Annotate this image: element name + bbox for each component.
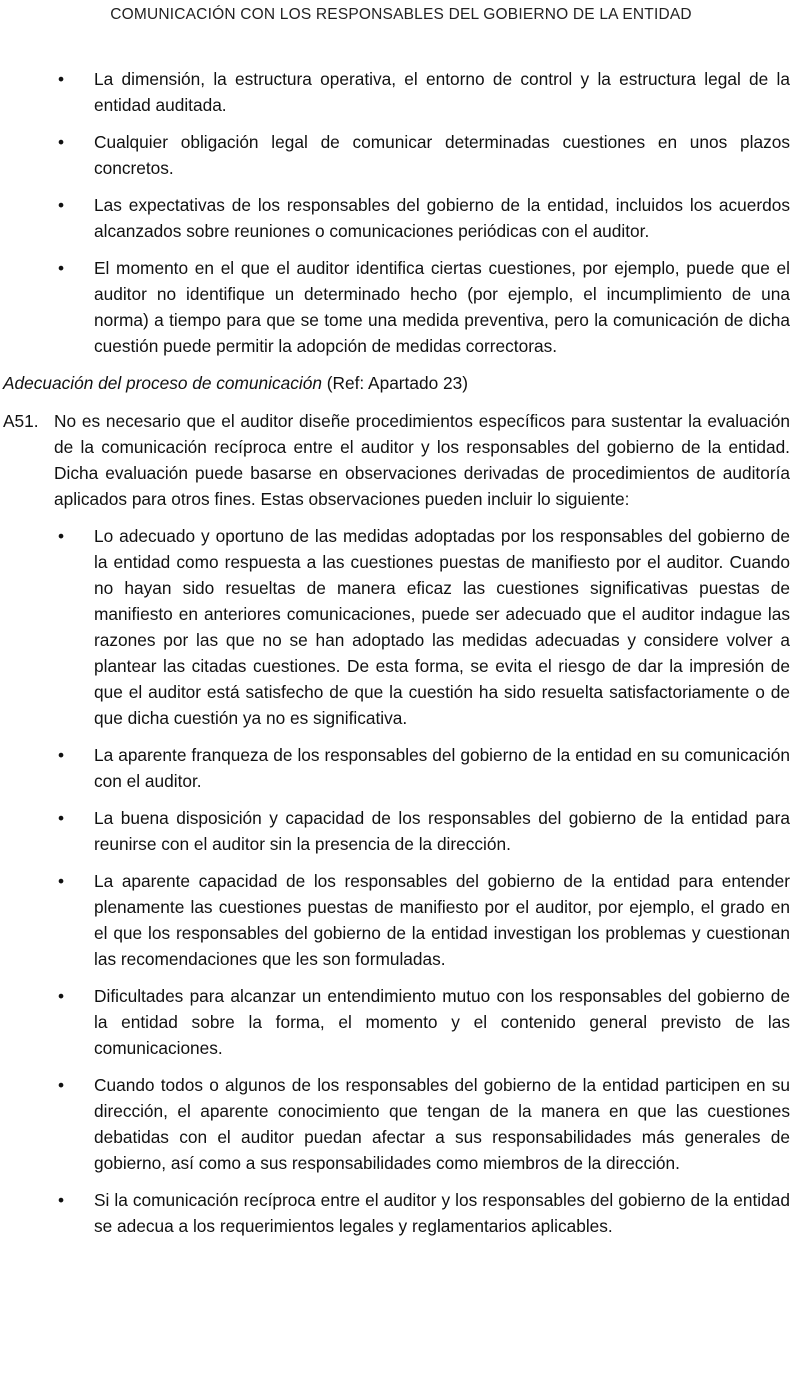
bullet-marker: • — [58, 258, 65, 278]
list-item — [0, 868, 802, 972]
section-heading — [0, 370, 802, 396]
paragraph-text: No es necesario que el auditor diseñe procedimientos específicos para sustentar la evaluación de la comunicación recíproca entre el auditor y los responsables del gobierno de la entidad. Dicha evaluación puede basarse en observaciones derivadas de procedimientos de auditoría aplicados para otros fines. Estas observaciones pueden incluir lo siguiente: — [54, 411, 790, 509]
document-body — [0, 66, 802, 1250]
bullet-marker: • — [58, 745, 65, 765]
list-item-text: La aparente capacidad de los responsables del gobierno de la entidad para entender plenamente las cuestiones puestas de manifiesto por el auditor, por ejemplo, el grado en el que los responsables del gobierno de la entidad investigan los problemas y cuestionan las recomendaciones que les son formuladas. — [94, 871, 790, 969]
list-item — [0, 983, 802, 1061]
list-item — [0, 66, 802, 118]
list-item-text: El momento en el que el auditor identifica ciertas cuestiones, por ejemplo, puede que el auditor no identifique un determinado hecho (por ejemplo, el incumplimiento de una norma) a tiempo para que se tome una medida preventiva, pero la comunicación de dicha cuestión puede permitir la adopción de medidas correctoras. — [94, 258, 790, 356]
bullet-marker: • — [58, 526, 65, 546]
list-item-text: La buena disposición y capacidad de los responsables del gobierno de la entidad para reunirse con el auditor sin la presencia de la dirección. — [94, 808, 790, 854]
section-heading-reference: (Ref: Apartado 23) — [321, 373, 468, 393]
bullet-list-bottom — [0, 523, 802, 1239]
running-header: COMUNICACIÓN CON LOS RESPONSABLES DEL GOBIERNO DE LA ENTIDAD — [110, 6, 692, 23]
section-heading-title: Adecuación del proceso de comunicación — [3, 373, 322, 393]
list-item-text: Lo adecuado y oportuno de las medidas adoptadas por los responsables del gobierno de la entidad como respuesta a las cuestiones puestas de manifiesto por el auditor. Cuando no hayan sido resueltas de manera eficaz las cuestiones significativas puestas de manifiesto en anteriores comunicaciones, puede ser adecuado que el auditor indague las razones por las que no se han adoptado las medidas adecuadas y considere volver a plantear las citadas cuestiones. De esta forma, se evita el riesgo de dar la impresión de que el auditor está satisfecho de que la cuestión ha sido resuelta satisfactoriamente o de que dicha cuestión ya no es significativa. — [94, 526, 790, 728]
list-item — [0, 1187, 802, 1239]
bullet-marker: • — [58, 195, 65, 215]
list-item — [0, 192, 802, 244]
bullet-marker: • — [58, 871, 65, 891]
list-item — [0, 742, 802, 794]
bullet-marker: • — [58, 1075, 65, 1095]
paragraph-a51 — [0, 408, 802, 512]
list-item — [0, 129, 802, 181]
bullet-marker: • — [58, 986, 65, 1006]
list-item-text: Cualquier obligación legal de comunicar determinadas cuestiones en unos plazos concretos. — [94, 132, 790, 178]
bullet-marker: • — [58, 808, 65, 828]
list-item — [0, 255, 802, 359]
bullet-marker: • — [58, 1190, 65, 1210]
list-item-text: Las expectativas de los responsables del gobierno de la entidad, incluidos los acuerdos alcanzados sobre reuniones o comunicaciones periódicas con el auditor. — [94, 195, 790, 241]
paragraph-number: A51. — [3, 411, 39, 431]
bullet-list-top — [0, 66, 802, 359]
list-item-text: Dificultades para alcanzar un entendimiento mutuo con los responsables del gobierno de la entidad sobre la forma, el momento y el contenido general previsto de las comunicaciones. — [94, 986, 790, 1058]
list-item — [0, 1072, 802, 1176]
bullet-marker: • — [58, 69, 65, 89]
list-item-text: Si la comunicación recíproca entre el auditor y los responsables del gobierno de la entidad se adecua a los requerimientos legales y reglamentarios aplicables. — [94, 1190, 790, 1236]
list-item — [0, 523, 802, 731]
list-item-text: La aparente franqueza de los responsables del gobierno de la entidad en su comunicación con el auditor. — [94, 745, 790, 791]
list-item-text: Cuando todos o algunos de los responsables del gobierno de la entidad participen en su dirección, el aparente conocimiento que tengan de la manera en que las cuestiones debatidas con el auditor puedan afectar a sus responsabilidades más generales de gobierno, así como a sus responsabilidades como miembros de la dirección. — [94, 1075, 790, 1173]
list-item — [0, 805, 802, 857]
bullet-marker: • — [58, 132, 65, 152]
list-item-text: La dimensión, la estructura operativa, el entorno de control y la estructura legal de la entidad auditada. — [94, 69, 790, 115]
